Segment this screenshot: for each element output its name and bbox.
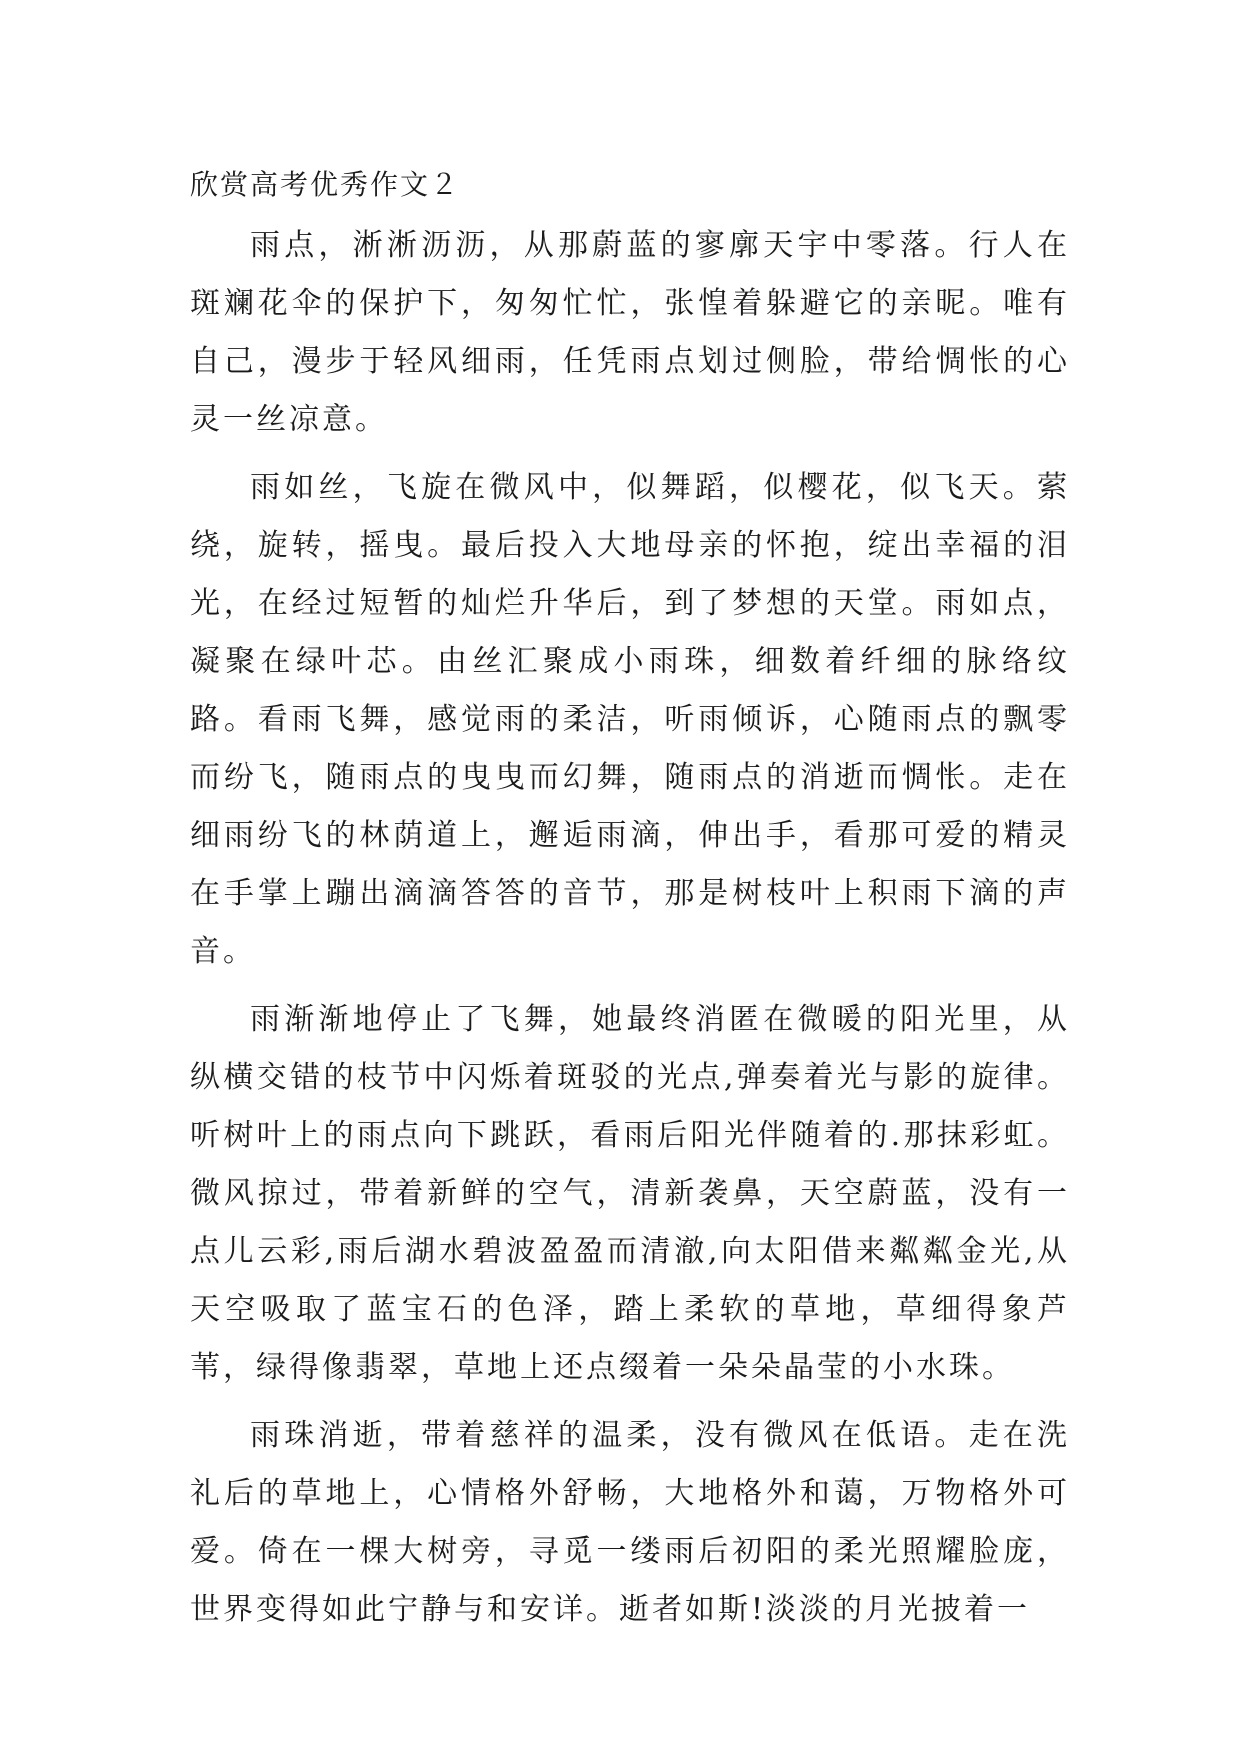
document-title: 欣赏高考优秀作文２ bbox=[190, 168, 461, 201]
document-body bbox=[190, 165, 1070, 1639]
paragraph-3: 雨渐渐地停止了飞舞，她最终消匿在微暖的阳光里，从纵横交错的枝节中闪烁着斑驳的光点,弹奏着光与影的旋律。听树叶上的雨点向下跳跃，看雨后阳光伴随着的.那抹彩虹。微风掠过，带着新鲜的空气，清新袭鼻，天空蔚蓝，没有一点儿云彩,雨后湖水碧波盈盈而清澈,向太阳借来粼粼金光,从天空吸取了蓝宝石的色泽，踏上柔软的草地，草细得象芦苇，绿得像翡翠，草地上还点缀着一朵朵晶莹的小水珠。 bbox=[190, 1002, 1070, 1385]
paragraph-2: 雨如丝，飞旋在微风中，似舞蹈，似樱花，似飞天。萦绕，旋转，摇曳。最后投入大地母亲的怀抱，绽出幸福的泪光，在经过短暂的灿烂升华后，到了梦想的天堂。雨如点，凝聚在绿叶芯。由丝汇聚成小雨珠，细数着纤细的脉络纹路。看雨飞舞，感觉雨的柔洁，听雨倾诉，心随雨点的飘零而纷飞，随雨点的曳曳而幻舞，随雨点的消逝而惆怅。走在细雨纷飞的林荫道上，邂逅雨滴，伸出手，看那可爱的精灵在手掌上蹦出滴滴答答的音节，那是树枝叶上积雨下滴的声音。 bbox=[190, 470, 1070, 969]
paragraph-1: 雨点，淅淅沥沥，从那蔚蓝的寥廓天宇中零落。行人在斑斓花伞的保护下，匆匆忙忙，张惶着躲避它的亲昵。唯有自己，漫步于轻风细雨，任凭雨点划过侧脸，带给惆怅的心灵一丝凉意。 bbox=[190, 228, 1070, 437]
paragraph-4: 雨珠消逝，带着慈祥的温柔，没有微风在低语。走在洗礼后的草地上，心情格外舒畅，大地格外和蔼，万物格外可爱。倚在一棵大树旁，寻觅一缕雨后初阳的柔光照耀脸庞，世界变得如此宁静与和安详。逝者如斯!淡淡的月光披着一 bbox=[190, 1418, 1070, 1627]
